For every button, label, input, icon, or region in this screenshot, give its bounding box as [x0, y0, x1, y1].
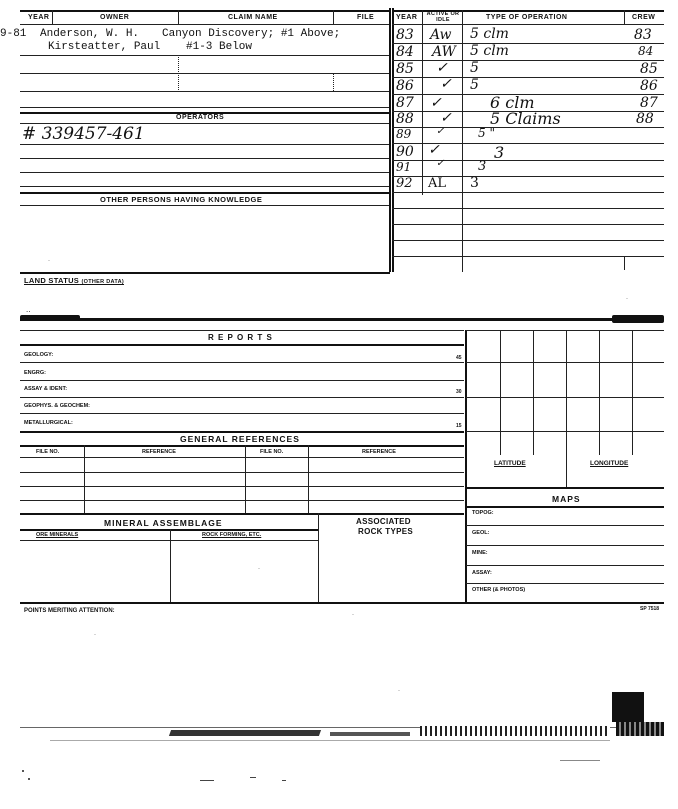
mineral-assemblage-heading: MINERAL ASSEMBLAGE — [104, 518, 223, 528]
reports-heading: R E P O R T S — [208, 333, 273, 342]
report-number: 30 — [456, 389, 462, 395]
general-references-heading: GENERAL REFERENCES — [180, 434, 300, 444]
operators-entry: # 339457-461 — [22, 124, 145, 144]
file-header: FILE — [357, 14, 375, 21]
maps-heading: MAPS — [552, 494, 581, 504]
report-number: 15 — [456, 423, 462, 429]
latitude-label: LATITUDE — [494, 460, 526, 467]
file-no-header: FILE NO. — [36, 449, 60, 455]
longitude-label: LONGITUDE — [590, 460, 629, 467]
owner-header: OWNER — [100, 14, 130, 21]
rock-types-label: ROCK TYPES — [358, 527, 414, 536]
claim-row-owner: Kirsteatter, Paul — [48, 41, 161, 53]
report-number: 45 — [456, 355, 462, 361]
associated-label: ASSOCIATED — [356, 517, 411, 526]
active-idle-header: ACTIVE OR IDLE — [426, 11, 460, 23]
rock-forming-header: ROCK FORMING, ETC. — [202, 532, 262, 538]
section-divider — [20, 318, 664, 321]
file-no-header: FILE NO. — [260, 449, 284, 455]
map-label: OTHER (& PHOTOS) — [472, 587, 526, 593]
claim-row-name: Canyon Discovery; #1 Above; — [162, 28, 341, 40]
operators-heading: OPERATORS — [176, 114, 225, 121]
report-label: ASSAY & IDENT: — [24, 386, 68, 392]
map-label: GEOL: — [472, 530, 490, 536]
crew-header: CREW — [632, 14, 656, 21]
claim-name-header: CLAIM NAME — [228, 14, 278, 21]
report-label: GEOLOGY: — [24, 352, 54, 358]
activity-year-header: YEAR — [396, 14, 418, 21]
land-status-heading: LAND STATUS (OTHER DATA) — [24, 276, 124, 285]
claim-year-header: YEAR — [28, 14, 50, 21]
claim-row-name: #1-3 Below — [186, 41, 253, 53]
form-number: SP 7518 — [640, 606, 660, 612]
other-persons-heading: OTHER PERSONS HAVING KNOWLEDGE — [100, 195, 263, 204]
stray-mark: · — [48, 258, 50, 264]
claim-row-year: 9-81 — [0, 28, 27, 40]
report-label: GEOPHYS. & GEOCHEM: — [24, 403, 91, 409]
report-label: ENGRG: — [24, 370, 46, 376]
ore-minerals-header: ORE MINERALS — [36, 532, 79, 538]
map-label: TOPOG: — [472, 510, 494, 516]
type-operation-header: TYPE OF OPERATION — [486, 14, 568, 21]
claim-row-owner: Anderson, W. H. — [40, 28, 140, 40]
reference-header: REFERENCE — [142, 449, 176, 455]
points-heading: POINTS MERITING ATTENTION: — [24, 608, 115, 614]
report-label: METALLURGICAL: — [24, 420, 73, 426]
map-label: MINE: — [472, 550, 488, 556]
map-label: ASSAY: — [472, 570, 492, 576]
reference-header: REFERENCE — [362, 449, 396, 455]
